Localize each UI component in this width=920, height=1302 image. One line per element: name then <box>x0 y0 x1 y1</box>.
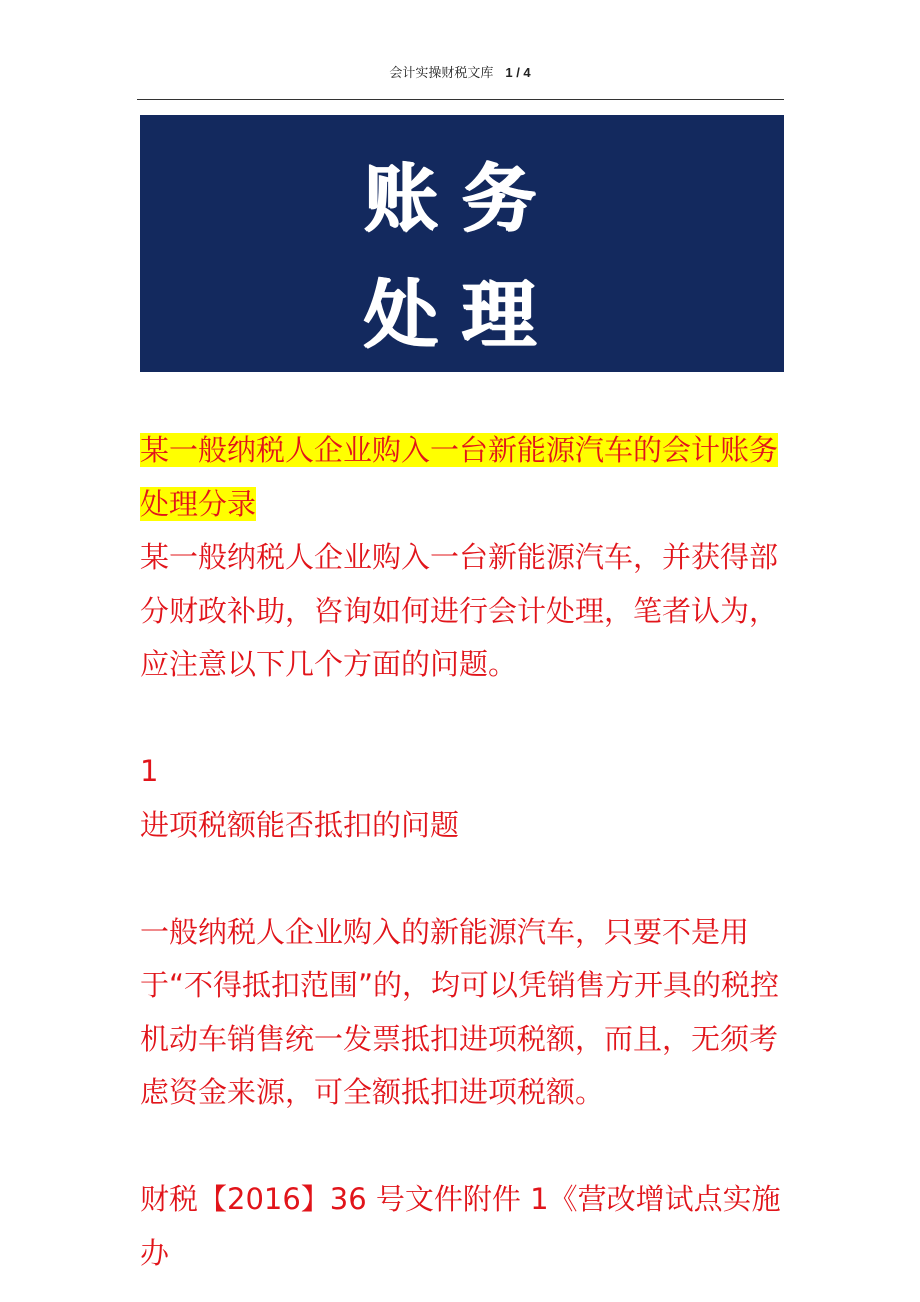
doc-name: 会计实操财税文库 <box>389 66 494 81</box>
page-indicator: 1 / 4 <box>505 65 531 80</box>
article-title-text: 某一般纳税人企业购入一台新能源汽车的会计账务处理分录 <box>140 433 779 521</box>
section-heading: 进项税额能否抵扣的问题 <box>140 807 460 842</box>
article-body <box>140 424 790 1280</box>
article-title <box>140 424 790 531</box>
banner-line-1: 账务 <box>364 156 560 242</box>
paragraph-2: 财税【2016】36 号文件附件 1《营改增试点实施办 <box>140 1182 781 1270</box>
spacer <box>140 1120 790 1174</box>
page-header <box>0 62 920 81</box>
header-divider <box>137 99 784 100</box>
spacer <box>140 692 790 746</box>
banner-image <box>140 115 784 372</box>
paragraph-1: 一般纳税人企业购入的新能源汽车，只要不是用于“不得抵扣范围”的，均可以凭销售方开具的税控机动车销售统一发票抵扣进项税额，而且，无须考虑资金来源，可全额抵扣进项税额。 <box>140 914 780 1109</box>
intro-paragraph: 某一般纳税人企业购入一台新能源汽车，并获得部分财政补助，咨询如何进行会计处理，笔者认为，应注意以下几个方面的问题。 <box>140 540 779 681</box>
spacer <box>140 852 790 906</box>
banner-line-2: 处理 <box>364 272 560 358</box>
section-number: 1 <box>140 754 159 788</box>
